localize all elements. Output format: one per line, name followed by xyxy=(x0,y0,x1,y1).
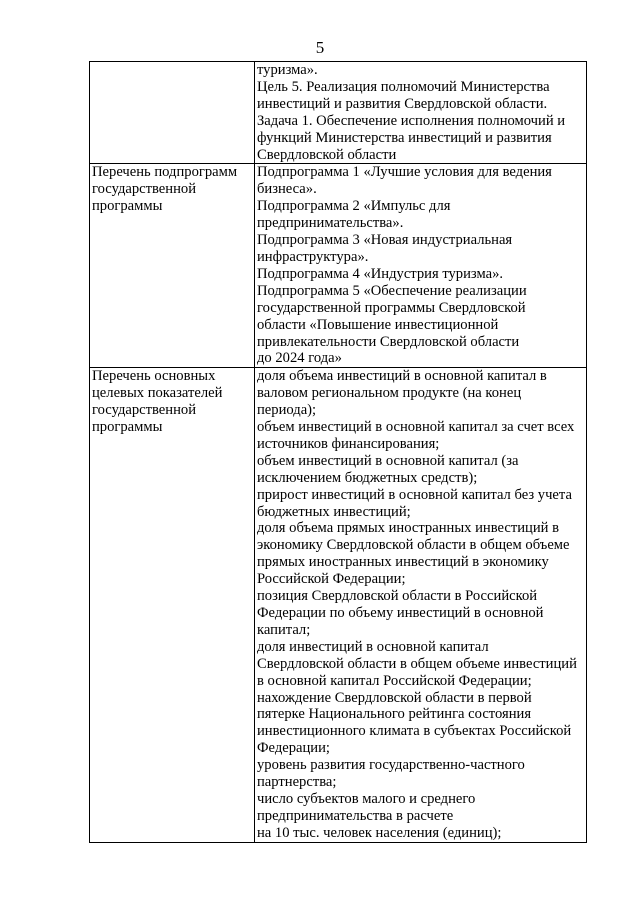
content-line: Задача 1. Обеспечение исполнения полномочий и xyxy=(257,112,566,129)
content-line: предпринимательства». xyxy=(257,215,404,232)
content-line: экономику Свердловской области в общем объеме xyxy=(257,537,570,554)
content-line: туризма». xyxy=(257,62,318,78)
content-line: доля объема инвестиций в основной капитал в xyxy=(257,368,547,385)
content-line: инфраструктура». xyxy=(257,248,369,265)
content-line: прирост инвестиций в основной капитал без учета xyxy=(257,486,572,503)
content-line: нахождение Свердловской области в первой xyxy=(257,689,532,706)
content-line: до 2024 года» xyxy=(257,350,342,367)
content-line: позиция Свердловской области в Российской xyxy=(257,588,538,605)
content-line: государственной программы Свердловской xyxy=(257,299,526,316)
label-line: программы xyxy=(92,419,163,436)
content-line: Свердловской области в общем объеме инвестиций xyxy=(257,655,577,672)
content-line: Подпрограмма 5 «Обеспечение реализации xyxy=(257,282,527,299)
table-row xyxy=(90,62,587,164)
table-row xyxy=(90,164,587,368)
content-line: Свердловской области xyxy=(257,146,397,163)
content-line: функций Министерства инвестиций и развития xyxy=(257,129,552,146)
content-line: Российской Федерации; xyxy=(257,571,406,588)
content-line: Федерации; xyxy=(257,740,330,757)
content-line: доля инвестиций в основной капитал xyxy=(257,638,489,655)
row-content-cell xyxy=(255,62,587,164)
content-line: объем инвестиций в основной капитал за счет всех xyxy=(257,419,575,436)
content-line: привлекательности Свердловской области xyxy=(257,333,520,350)
content-line: Подпрограмма 4 «Индустрия туризма». xyxy=(257,265,504,282)
content-line: Подпрограмма 2 «Импульс для xyxy=(257,198,451,215)
content-line: валовом региональном продукте (на конец xyxy=(257,385,522,402)
table-row xyxy=(90,368,587,842)
row-label-cell xyxy=(90,62,255,164)
content-line: исключением бюджетных средств); xyxy=(257,469,478,486)
label-line: Перечень основных xyxy=(92,368,216,385)
table-body xyxy=(90,62,587,843)
content-line: в основной капитал Российской Федерации; xyxy=(257,672,532,689)
label-line: государственной xyxy=(92,402,197,419)
content-line: бизнеса». xyxy=(257,181,317,198)
program-passport-table xyxy=(89,61,587,843)
content-line: источников финансирования; xyxy=(257,435,440,452)
content-line: инвестиционного климата в субъектах Российской xyxy=(257,723,572,740)
content-line: капитал; xyxy=(257,621,311,638)
content-line: области «Повышение инвестиционной xyxy=(257,316,499,333)
content-line: бюджетных инвестиций; xyxy=(257,503,411,520)
row-content-cell xyxy=(255,368,587,842)
row-content-cell xyxy=(255,164,587,368)
content-line: объем инвестиций в основной капитал (за xyxy=(257,452,519,469)
content-line: число субъектов малого и среднего xyxy=(257,790,476,807)
row-label-cell xyxy=(90,164,255,368)
content-line: уровень развития государственно-частного xyxy=(257,757,525,774)
label-line: программы xyxy=(92,198,163,215)
label-line: Перечень подпрограмм xyxy=(92,164,238,181)
content-line: инвестиций и развития Свердловской области. xyxy=(257,95,548,112)
content-line: Цель 5. Реализация полномочий Министерства xyxy=(257,78,550,95)
content-line: периода); xyxy=(257,402,317,419)
content-line: предпринимательства в расчете xyxy=(257,807,454,824)
content-line: на 10 тыс. человек населения (единиц); xyxy=(257,824,502,841)
page-number: 5 xyxy=(315,38,325,57)
label-line: целевых показателей xyxy=(92,385,223,402)
content-line: Подпрограмма 3 «Новая индустриальная xyxy=(257,232,513,249)
content-line: Федерации по объему инвестиций в основной xyxy=(257,605,544,621)
content-line: прямых иностранных инвестиций в экономику xyxy=(257,554,549,571)
label-line: государственной xyxy=(92,181,197,198)
content-line: Подпрограмма 1 «Лучшие условия для ведения xyxy=(257,164,552,181)
content-line: партнерства; xyxy=(257,774,337,791)
content-line: пятерке Национального рейтинга состояния xyxy=(257,706,532,723)
row-label-cell xyxy=(90,368,255,842)
content-line: доля объема прямых иностранных инвестиций в xyxy=(257,520,559,537)
